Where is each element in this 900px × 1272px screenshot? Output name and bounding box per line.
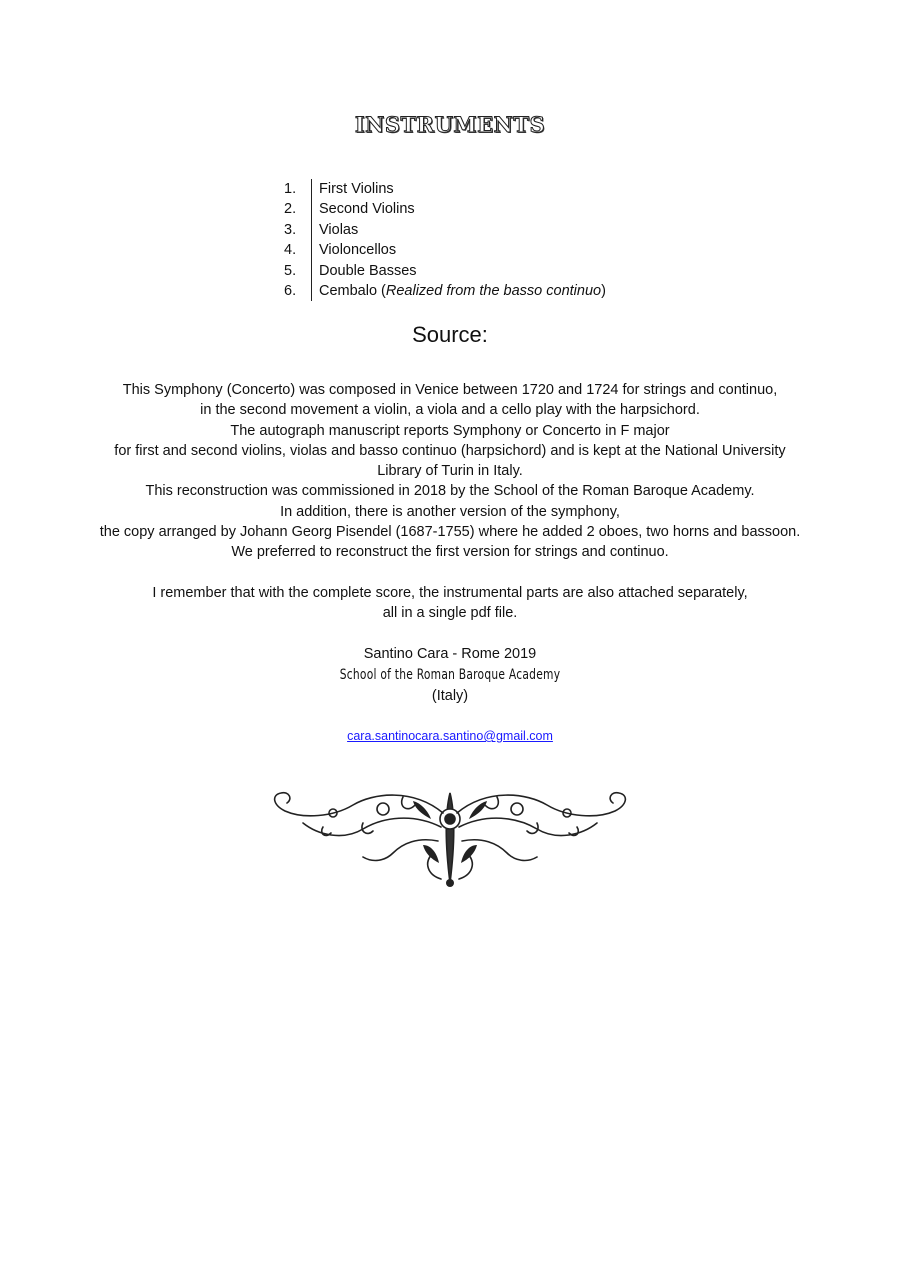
list-item [284, 240, 606, 260]
signature-block [0, 644, 900, 707]
list-item [284, 179, 606, 199]
paragraph-line: in the second movement a violin, a viola and a cello play with the harpsichord. [200, 402, 700, 419]
list-item-label [311, 281, 606, 301]
signature-country: (Italy) [431, 688, 469, 704]
list-item-number: 3. [284, 221, 297, 238]
list-item-label: Second Violins [311, 199, 415, 219]
list-item-number: 6. [284, 283, 297, 300]
ornament-icon [263, 783, 637, 889]
list-item [284, 220, 606, 240]
paragraph-line: all in a single pdf file. [382, 605, 518, 622]
paragraph-line: This reconstruction was commissioned in 2018 by the School of the Roman Baroque Academy. [145, 483, 755, 500]
email-container [0, 729, 900, 743]
list-item-label: Violoncellos [311, 240, 396, 260]
list-item-number: 2. [284, 201, 297, 218]
cembalo-close: ) [601, 283, 606, 300]
paragraph-line: for first and second violins, violas and basso continuo (harpsichord) and is kept at the National University [114, 442, 786, 459]
list-item [284, 199, 606, 219]
paragraph-line: This Symphony (Concerto) was composed in Venice between 1720 and 1724 for strings and continuo, [122, 382, 778, 398]
paragraph-line: We preferred to reconstruct the first version for strings and continuo. [231, 544, 669, 561]
list-item-label: First Violins [311, 179, 394, 199]
email-link[interactable]: cara.santinocara.santino@gmail.com [347, 729, 553, 743]
list-item-label: Double Basses [311, 261, 417, 281]
paragraph-line: The autograph manuscript reports Symphony or Concerto in F major [230, 422, 670, 439]
paragraph-gap [0, 563, 900, 583]
signature-school: School of the Roman Baroque Academy [339, 667, 561, 683]
list-item [284, 261, 606, 281]
signature-author: Santino Cara - Rome 2019 [363, 646, 537, 662]
list-item [284, 281, 606, 301]
cembalo-label: Cembalo ( [319, 283, 386, 300]
paragraph-line: the copy arranged by Johann Georg Pisendel (1687-1755) where he added 2 oboes, two horns and bassoon. [99, 524, 801, 541]
source-description [0, 380, 900, 624]
instrument-list [284, 179, 606, 301]
paragraph-line: I remember that with the complete score, the instrumental parts are also attached separately, [152, 584, 748, 601]
source-heading: Source: [412, 322, 488, 347]
page-heading: INSTRUMENTS [354, 112, 546, 137]
paragraph-line: Library of Turin in Italy. [377, 463, 523, 480]
list-item-number: 5. [284, 262, 297, 279]
paragraph-line: In addition, there is another version of the symphony, [280, 503, 620, 520]
list-item-number: 4. [284, 242, 297, 259]
cembalo-note: Realized from the basso continuo [385, 283, 602, 300]
list-item-number: 1. [284, 181, 297, 197]
list-item-label: Violas [311, 220, 358, 240]
